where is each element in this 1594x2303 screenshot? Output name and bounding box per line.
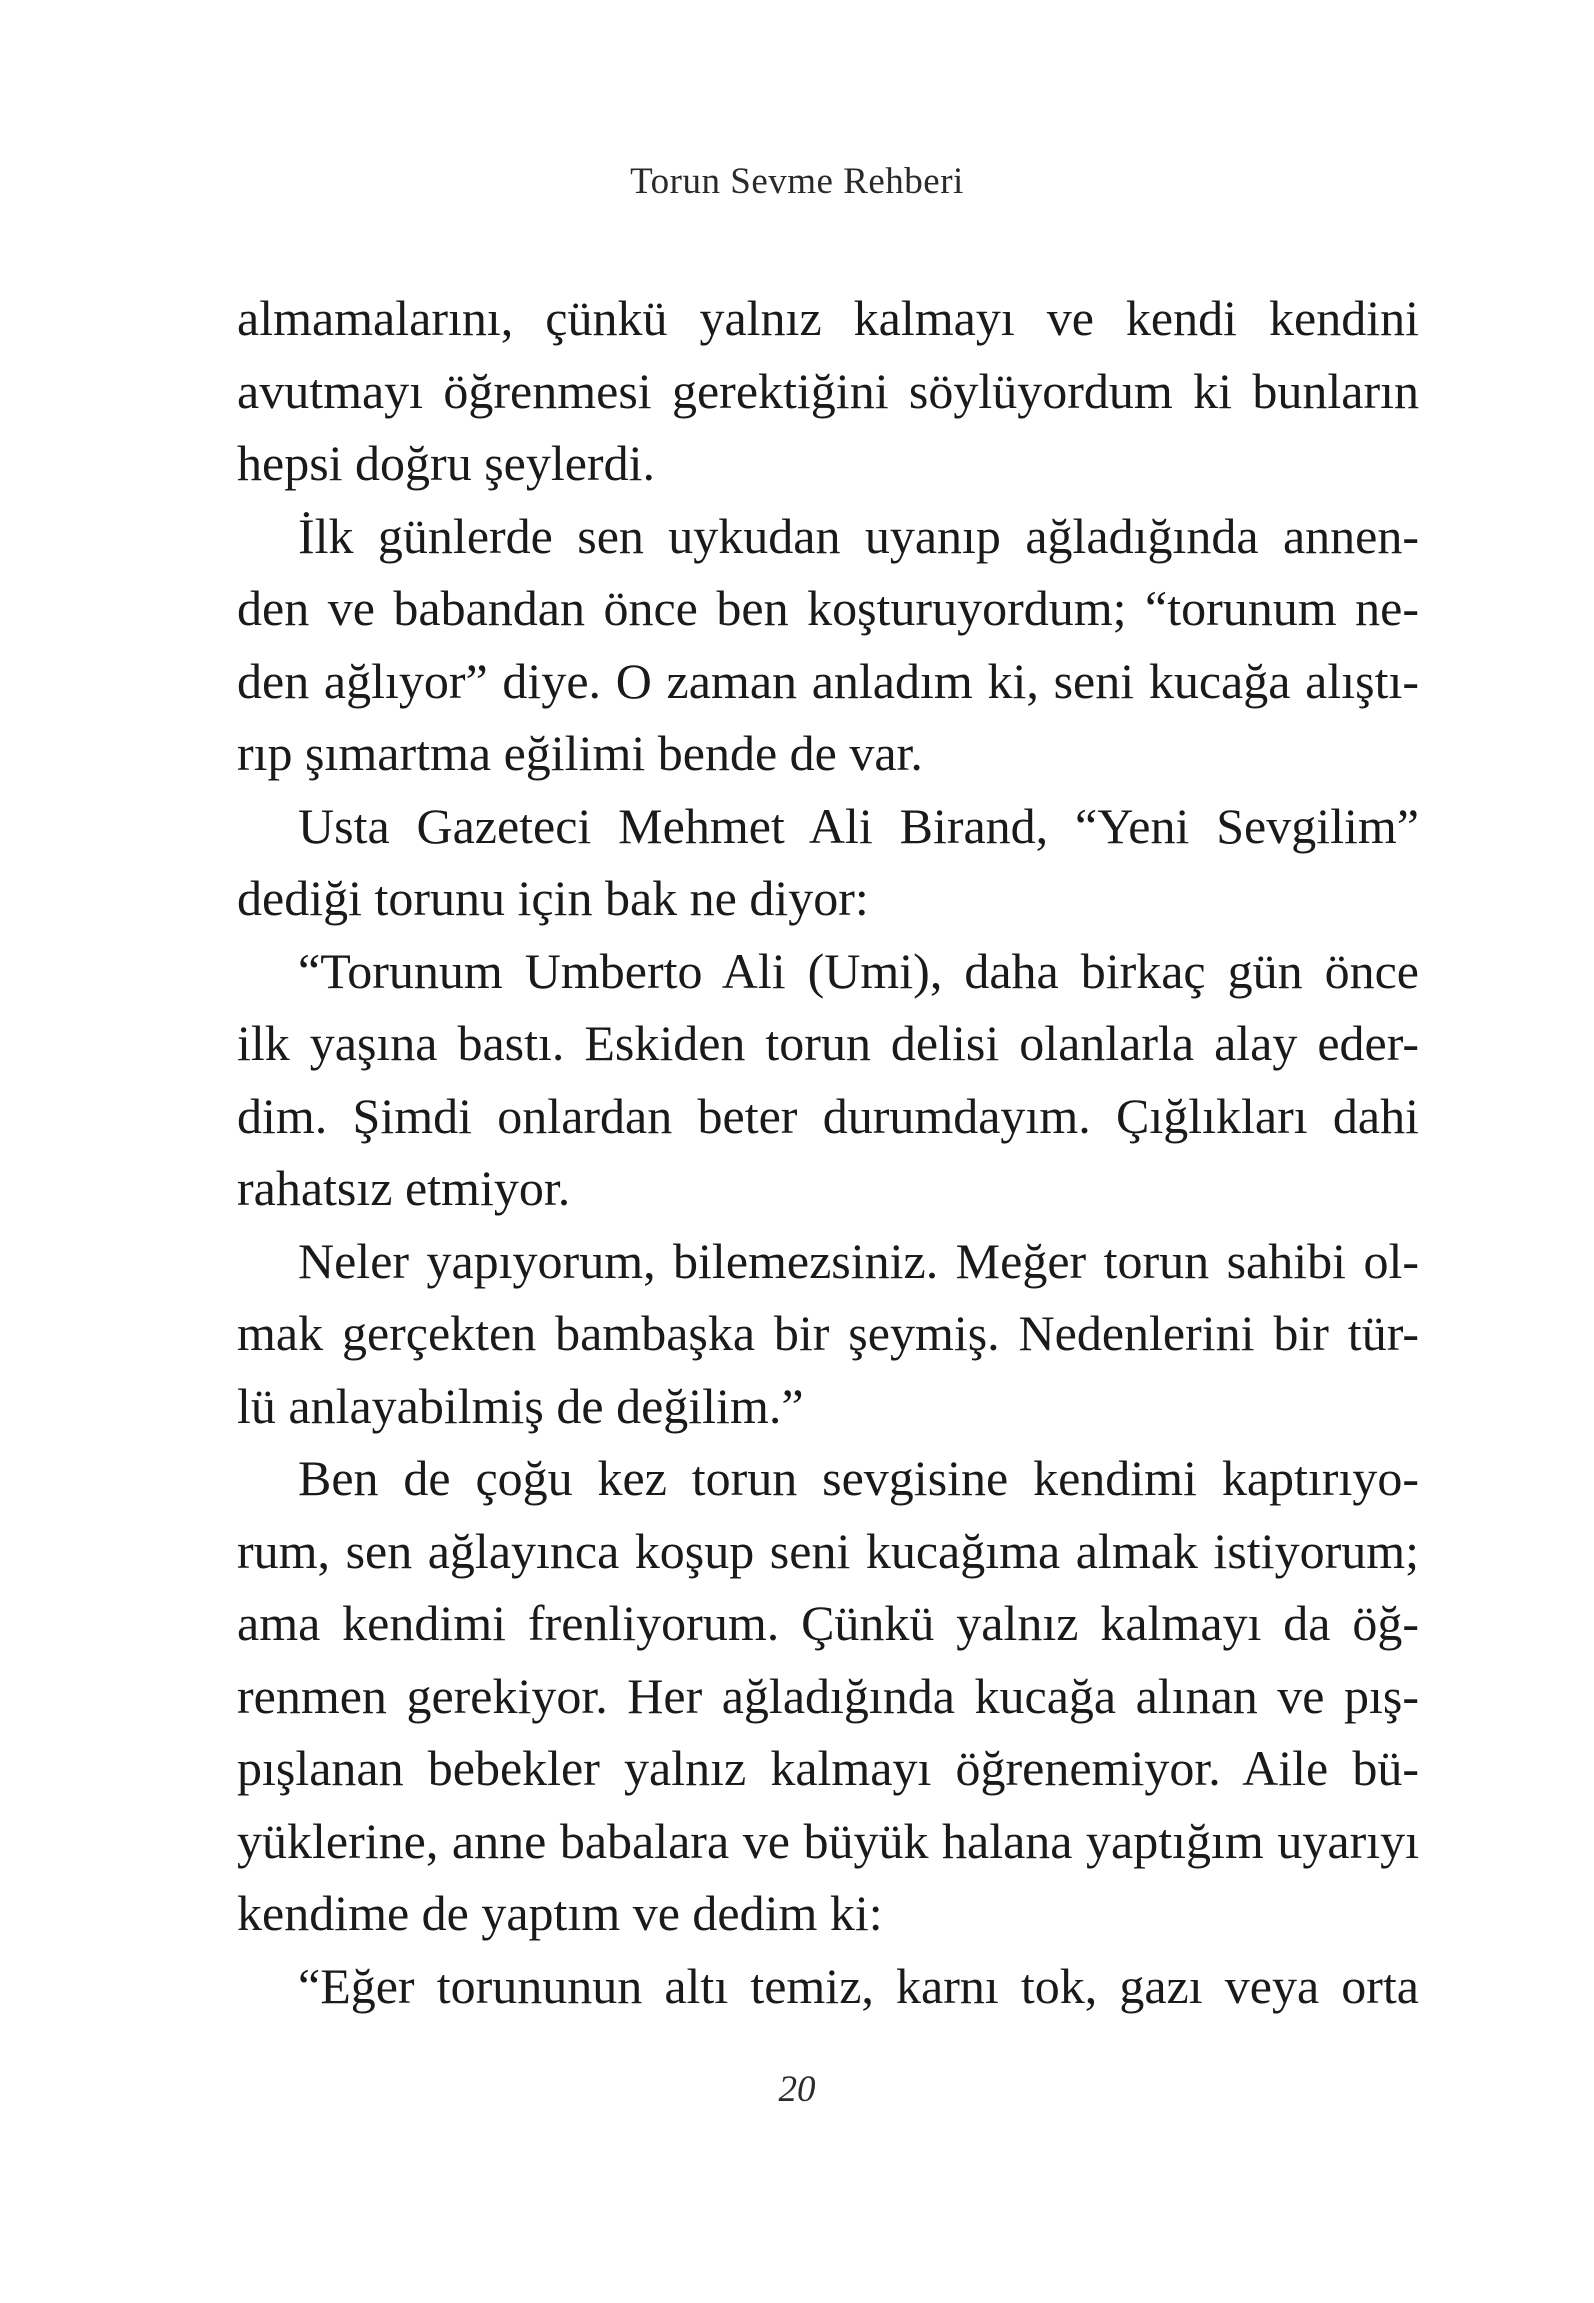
text-line: İlk günlerde sen uykudan uyanıp ağladığında annen- — [298, 507, 1419, 564]
text-line: rum, sen ağlayınca koşup seni kucağıma almak istiyorum; — [237, 1522, 1419, 1579]
text-line: “Torunum Umberto Ali (Umi), daha birkaç gün önce — [298, 942, 1419, 999]
text-line: mak gerçekten bambaşka bir şeymiş. Nedenlerini bir tür- — [237, 1305, 1419, 1361]
text-line: lü anlayabilmiş de değilim.” — [237, 1377, 804, 1434]
text-line: pışlanan bebekler yalnız kalmayı öğrenemiyor. Aile bü- — [237, 1740, 1419, 1796]
text-line: “Eğer torununun altı temiz, karnı tok, gazı veya orta — [298, 1957, 1419, 2014]
text-line: rahatsız etmiyor. — [237, 1160, 571, 1216]
text-line: kendime de yaptım ve dedim ki: — [237, 1885, 883, 1941]
text-line: dediği torunu için bak ne diyor: — [237, 870, 869, 926]
text-line: den ve babandan önce ben koşturuyordum; “torunum ne- — [237, 580, 1419, 636]
body-text — [237, 282, 1419, 2022]
text-line: dim. Şimdi onlardan beter durumdayım. Çığlıkları dahi — [237, 1087, 1419, 1144]
text-line: rıp şımartma eğilimi bende de var. — [237, 725, 923, 781]
text-line: Usta Gazeteci Mehmet Ali Birand, “Yeni Sevgilim” — [298, 797, 1419, 854]
text-line: renmen gerekiyor. Her ağladığında kucağa alınan ve pış- — [237, 1667, 1419, 1724]
text-line: hepsi doğru şeylerdi. — [237, 435, 655, 491]
text-line: ama kendimi frenliyorum. Çünkü yalnız kalmayı da öğ- — [237, 1595, 1419, 1651]
running-header: Torun Sevme Rehberi — [630, 161, 964, 202]
text-line: almamalarını, çünkü yalnız kalmayı ve kendi kendini — [237, 290, 1419, 346]
text-line: Neler yapıyorum, bilemezsiniz. Meğer torun sahibi ol- — [298, 1232, 1419, 1289]
text-line: yüklerine, anne babalara ve büyük halana yaptığım uyarıyı — [237, 1812, 1419, 1869]
text-line: Ben de çoğu kez torun sevgisine kendimi kaptırıyo- — [298, 1450, 1419, 1506]
text-line: den ağlıyor” diye. O zaman anladım ki, seni kucağa alıştı- — [237, 652, 1419, 709]
text-line: ilk yaşına bastı. Eskiden torun delisi olanlarla alay eder- — [237, 1015, 1419, 1071]
page-number: 20 — [778, 2069, 816, 2110]
text-line: avutmayı öğrenmesi gerektiğini söylüyordum ki bunların — [237, 362, 1419, 419]
